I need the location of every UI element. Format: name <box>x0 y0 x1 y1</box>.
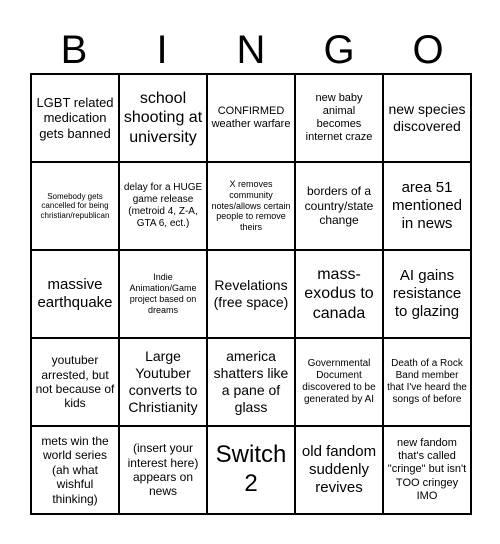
bingo-cell-text: CONFIRMED weather warfare <box>211 104 291 130</box>
bingo-cell[interactable] <box>31 338 119 426</box>
bingo-cell-text: mass-exodus to canada <box>304 266 374 322</box>
bingo-cell-text: delay for a HUGE game release (metroid 4, Z-A, GTA 6, ect.) <box>123 182 203 229</box>
header-letter-o: O <box>412 28 444 72</box>
bingo-cell-text: X removes community notes/allows certain people to remove theirs <box>211 179 291 233</box>
bingo-cell[interactable] <box>295 162 383 250</box>
bingo-cell[interactable] <box>207 162 295 250</box>
bingo-cell-text: LGBT related medication gets banned <box>36 94 114 141</box>
header-letter-n: N <box>236 28 266 72</box>
bingo-cell[interactable] <box>207 426 295 514</box>
bingo-cell[interactable] <box>295 74 383 162</box>
bingo-cell-text: borders of a country/state change <box>304 184 374 228</box>
bingo-cell[interactable] <box>295 250 383 338</box>
bingo-cell-text: new species discovered <box>388 101 466 134</box>
bingo-cell[interactable] <box>383 162 471 250</box>
bingo-cell[interactable] <box>31 250 119 338</box>
bingo-cell-text: school shooting at university <box>123 90 203 146</box>
bingo-grid <box>30 73 472 515</box>
bingo-cell-text: massive earthquake <box>37 276 113 311</box>
bingo-cell[interactable] <box>31 162 119 250</box>
bingo-cell[interactable] <box>207 74 295 162</box>
bingo-cell[interactable] <box>295 426 383 514</box>
bingo-cell[interactable] <box>31 426 119 514</box>
bingo-cell-text: Revelations (free space) <box>213 277 289 310</box>
bingo-cell-text: mets win the world series (ah what wishful thinking) <box>41 434 109 506</box>
bingo-cell-text: new fandom that's called "cringe" but isn't TOO cringey IMO <box>387 437 467 502</box>
bingo-cell[interactable] <box>383 338 471 426</box>
bingo-cell[interactable] <box>207 338 295 426</box>
header-letter-b: B <box>60 28 88 72</box>
bingo-cell-text: Indie Animation/Game project based on dreams <box>129 272 197 315</box>
bingo-cell-text: america shatters like a pane of glass <box>213 348 289 415</box>
bingo-cell-text: Death of a Rock Band member that I've heard the songs of before <box>387 358 467 405</box>
bingo-cell[interactable] <box>383 250 471 338</box>
bingo-cell[interactable] <box>207 250 295 338</box>
bingo-cell-text: Governmental Document discovered to be generated by AI <box>302 358 376 405</box>
bingo-cell[interactable] <box>119 74 207 162</box>
bingo-cell-text: area 51 mentioned in news <box>391 179 463 232</box>
bingo-cell[interactable] <box>31 74 119 162</box>
bingo-header <box>30 27 472 73</box>
bingo-cell-text: Somebody gets cancelled for being christian/republican <box>40 191 110 220</box>
bingo-cell[interactable] <box>383 426 471 514</box>
bingo-cell[interactable] <box>295 338 383 426</box>
bingo-cell-text: new baby animal becomes internet craze <box>305 91 373 144</box>
bingo-cell[interactable] <box>119 162 207 250</box>
bingo-cell-text: (insert your interest here) appears on news <box>127 441 199 499</box>
bingo-cell-text: Switch 2 <box>215 441 287 497</box>
bingo-cell-text: youtuber arrested, but not because of kids <box>35 353 115 411</box>
bingo-cell-text: AI gains resistance to glazing <box>392 267 462 320</box>
bingo-cell-text: Large Youtuber converts to Christianity <box>128 348 198 415</box>
header-letter-i: I <box>156 28 168 72</box>
bingo-cell[interactable] <box>119 250 207 338</box>
bingo-cell[interactable] <box>119 426 207 514</box>
bingo-cell[interactable] <box>383 74 471 162</box>
bingo-cell[interactable] <box>119 338 207 426</box>
header-letter-g: G <box>323 28 355 72</box>
bingo-cell-text: old fandom suddenly revives <box>301 443 377 496</box>
